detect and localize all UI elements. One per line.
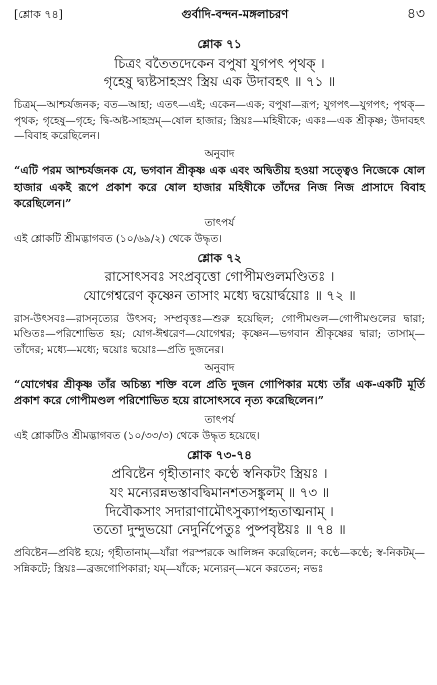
verse-line: যং মন্যেরন্নভস্তাবদ্বিমানশতসঙ্কুলম্ ॥ ৭৩ ॥: [109, 484, 330, 501]
verse-label: শ্লোক ৭৩-৭৪: [187, 447, 252, 462]
translation-paragraph: “এটি পরম আশ্চর্যজনক যে, ভগবান শ্রীকৃষ্ণ এক এবং অদ্বিতীয় হওয়া সত্ত্বেও নিজেকে ষোল হাজার একই রূপে প্রকাশ করে ষোল হাজার মহিষীকে তাঁদের নিজ নিজ প্রাসাদে বিবাহ করেছিলেন।”: [14, 164, 425, 211]
verse-line: রাসোৎসবঃ সংপ্রবৃত্তো গোপীমণ্ডলমণ্ডিতঃ ।: [104, 269, 335, 286]
verse-block-71: [14, 36, 425, 248]
translation-label: অনুবাদ: [204, 148, 235, 161]
verse-line: প্রবিষ্টেন গৃহীতানাং কণ্ঠে স্বনিকটং স্ত্রিয়ঃ ।: [111, 466, 328, 483]
purport-paragraph: এই শ্লোকটিও শ্রীমদ্ভাগবত (১০/৩৩/৩) থেকে উদ্ধৃত হয়েছে।: [14, 430, 260, 443]
running-header: [14, 4, 425, 24]
verse-label: শ্লোক ৭২: [197, 250, 242, 265]
page-number: ৪৩: [406, 6, 425, 22]
synonyms-paragraph: চিত্রম্—আশ্চর্যজনক; বত—আহা; এতৎ—এই; একেন—এক; বপুষা—রূপ; যুগপৎ—যুগপৎ; পৃথক্—পৃথক; গৃহেষু—গৃহে; দ্বি-অষ্ট-সাহস্রম্—ষোল হাজার; স্ত্রিয়ঃ—মহিষীকে; একঃ—এক শ্রীকৃষ্ণ; উদাবহৎ—বিবাহ করেছিলেন।: [14, 98, 425, 143]
translation-label: অনুবাদ: [204, 361, 235, 374]
purport-paragraph: এই শ্লোকটি শ্রীমদ্ভাগবত (১০/৬৯/২) থেকে উদ্ধৃত।: [14, 233, 223, 246]
verse-block-72: [14, 250, 425, 445]
synonyms-paragraph: প্রবিষ্টেন—প্রবিষ্ট হয়ে; গৃহীতানাম্—যাঁরা পরস্পরকে আলিঙ্গন করেছিলেন; কণ্ঠে—কণ্ঠে; স্ব-নিকটম্—সন্নিকটে; স্ত্রিয়ঃ—ব্রজগোপিকারা; যম্—যাঁকে; মন্যেরন্—মনে করতেন; নভঃ: [14, 546, 425, 575]
synonyms-paragraph: রাস-উৎসবঃ—রাসনৃত্যের উৎসব; সম্প্রবৃত্তঃ—শুরু হয়েছিল; গোপীমণ্ডল—গোপীমণ্ডলের দ্বারা; মণ্ডিতঃ—পরিশোভিত হয়; যোগ-ঈশ্বরেণ—যোগেশ্বর; কৃষ্ণেন—ভগবান শ্রীকৃষ্ণের দ্বারা; তাসাম্—তাঁদের; মধ্যে—মধ্যে; দ্বয়োঃ দ্বয়োঃ—প্রতি দুজনের।: [14, 312, 425, 357]
translation-paragraph: “যোগেশ্বর শ্রীকৃষ্ণ তাঁর অচিন্ত্য শক্তি বলে প্রতি দুজন গোপিকার মধ্যে তাঁর এক-একটি মূর্তি প্রকাশ করে গোপীমণ্ডল পরিশোভিত হয়ে রাসোৎসবে নৃত্য করেছিলেন।”: [14, 377, 425, 408]
verse-line: যোগেশ্বরেণ কৃষ্ণেন তাসাং মধ্যে দ্বয়োর্দ্বয়োঃ ॥ ৭২ ॥: [83, 287, 356, 304]
verse-label: শ্লোক ৭১: [197, 37, 242, 52]
verse-text: [14, 55, 425, 92]
purport-label: তাৎপর্য: [204, 413, 235, 426]
header-chapter-title: গুর্বাদি-বন্দন-মঙ্গলাচরণ: [181, 7, 289, 21]
verse-block-73-74: [14, 447, 425, 577]
header-verse-ref: [শ্লোক ৭৪]: [14, 8, 63, 21]
verse-line: চিত্রং বতৈতদেকেন বপুষা যুগপৎ পৃথক্ ।: [114, 55, 325, 72]
verse-line: দিবৌকসাং সদারাণামৌৎসুক্যাপহৃতাত্মনাম্ ।: [105, 503, 334, 520]
verse-text: [14, 465, 425, 540]
purport-label: তাৎপর্য: [204, 216, 235, 229]
verse-line: গৃহেষু দ্ব্যষ্টসাহস্রং স্ত্রিয় এক উদাবহৎ ॥ ৭১ ॥: [103, 74, 336, 91]
verse-text: [14, 268, 425, 305]
verse-line: ততো দুন্দুভয়ো নেদুর্নিপেতুঃ পুষ্পবৃষ্টয়ঃ ॥ ৭৪ ॥: [93, 522, 346, 539]
